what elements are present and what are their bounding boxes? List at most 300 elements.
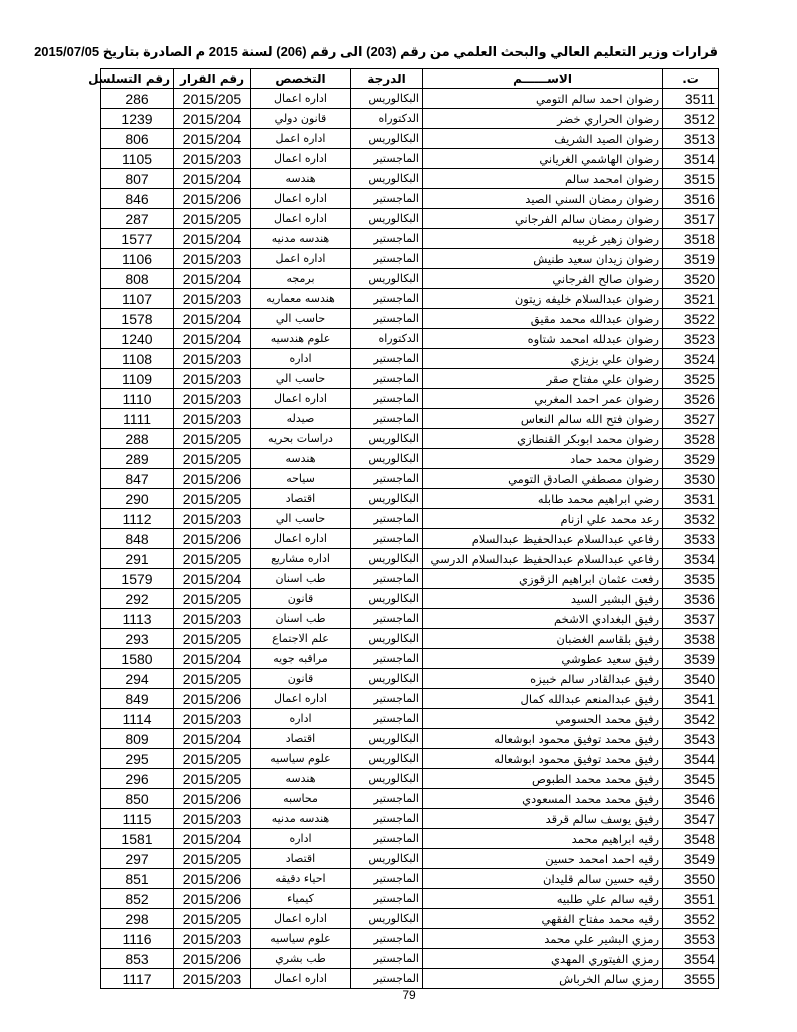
cell-decision-number: 2015/203 xyxy=(174,149,251,169)
table-row xyxy=(101,609,719,629)
cell-serial-number: 809 xyxy=(101,729,174,749)
cell-serial-number: 1581 xyxy=(101,829,174,849)
cell-degree: الماجستير xyxy=(351,509,423,529)
cell-degree: البكالوريس xyxy=(351,629,423,649)
cell-decision-number: 2015/206 xyxy=(174,789,251,809)
cell-degree: الماجستير xyxy=(351,309,423,329)
cell-name: رفاعي عبدالسلام عبدالحفيظ عبدالسلام xyxy=(423,529,663,549)
cell-seq: 3551 xyxy=(663,889,719,909)
cell-serial-number: 292 xyxy=(101,589,174,609)
table-row xyxy=(101,469,719,489)
cell-seq: 3554 xyxy=(663,949,719,969)
cell-degree: البكالوريس xyxy=(351,489,423,509)
cell-degree: الماجستير xyxy=(351,709,423,729)
cell-serial-number: 1239 xyxy=(101,109,174,129)
cell-serial-number: 1110 xyxy=(101,389,174,409)
cell-specialization: علوم هندسيه xyxy=(251,329,351,349)
cell-seq: 3519 xyxy=(663,249,719,269)
table-row xyxy=(101,809,719,829)
cell-degree: الماجستير xyxy=(351,969,423,989)
table-row xyxy=(101,829,719,849)
cell-degree: الماجستير xyxy=(351,249,423,269)
cell-serial-number: 1577 xyxy=(101,229,174,249)
cell-name: رضوان عمر احمد المغربي xyxy=(423,389,663,409)
cell-decision-number: 2015/206 xyxy=(174,869,251,889)
page-title: قرارات وزير التعليم العالي والبحث العلمي من رقم (203) الى رقم (206) لسنة 2015 م الصادرة بتاريخ 2015/07/05 xyxy=(34,44,718,59)
table-row xyxy=(101,549,719,569)
cell-seq: 3515 xyxy=(663,169,719,189)
cell-seq: 3529 xyxy=(663,449,719,469)
cell-seq: 3531 xyxy=(663,489,719,509)
cell-degree: البكالوريس xyxy=(351,89,423,109)
cell-serial-number: 807 xyxy=(101,169,174,189)
cell-decision-number: 2015/204 xyxy=(174,309,251,329)
cell-name: رفيق محمد الحسومي xyxy=(423,709,663,729)
cell-serial-number: 1114 xyxy=(101,709,174,729)
cell-degree: الماجستير xyxy=(351,609,423,629)
table-row xyxy=(101,789,719,809)
cell-name: رفيق البشير السيد xyxy=(423,589,663,609)
cell-specialization: هندسه xyxy=(251,449,351,469)
table-row xyxy=(101,689,719,709)
cell-serial-number: 1105 xyxy=(101,149,174,169)
cell-name: رضوان صالح الفرجاني xyxy=(423,269,663,289)
cell-seq: 3526 xyxy=(663,389,719,409)
cell-specialization: اداره اعمال xyxy=(251,529,351,549)
header-name: الاســــــم xyxy=(423,69,663,89)
cell-serial-number: 290 xyxy=(101,489,174,509)
cell-degree: البكالوريس xyxy=(351,669,423,689)
cell-serial-number: 849 xyxy=(101,689,174,709)
cell-seq: 3534 xyxy=(663,549,719,569)
table-row xyxy=(101,429,719,449)
cell-seq: 3516 xyxy=(663,189,719,209)
cell-decision-number: 2015/206 xyxy=(174,889,251,909)
cell-decision-number: 2015/205 xyxy=(174,749,251,769)
table-row xyxy=(101,89,719,109)
page-number: 79 xyxy=(402,988,416,1002)
header-seq: ت. xyxy=(663,69,719,89)
cell-specialization: اقتصاد xyxy=(251,729,351,749)
cell-specialization: صيدله xyxy=(251,409,351,429)
cell-degree: الماجستير xyxy=(351,529,423,549)
cell-serial-number: 1107 xyxy=(101,289,174,309)
cell-name: رضوان رمضان السني الصيد xyxy=(423,189,663,209)
table-row xyxy=(101,269,719,289)
table-row xyxy=(101,109,719,129)
cell-name: رضوان عبدلله امحمد شتاوه xyxy=(423,329,663,349)
cell-degree: الماجستير xyxy=(351,389,423,409)
cell-name: رقيه سالم علي طلبيه xyxy=(423,889,663,909)
cell-name: رضوان الصيد الشريف xyxy=(423,129,663,149)
cell-specialization: قانون دولي xyxy=(251,109,351,129)
cell-seq: 3514 xyxy=(663,149,719,169)
cell-specialization: اداره اعمال xyxy=(251,149,351,169)
table-row xyxy=(101,289,719,309)
cell-name: رضوان عبدالسلام خليفه زيتون xyxy=(423,289,663,309)
cell-seq: 3530 xyxy=(663,469,719,489)
header-specialization: التخصص xyxy=(251,69,351,89)
cell-degree: البكالوريس xyxy=(351,729,423,749)
cell-seq: 3541 xyxy=(663,689,719,709)
cell-specialization: اداره xyxy=(251,709,351,729)
cell-decision-number: 2015/203 xyxy=(174,609,251,629)
cell-serial-number: 1109 xyxy=(101,369,174,389)
cell-specialization: اقتصاد xyxy=(251,489,351,509)
cell-specialization: هندسه مدنيه xyxy=(251,229,351,249)
cell-specialization: اداره اعمال xyxy=(251,689,351,709)
cell-decision-number: 2015/204 xyxy=(174,269,251,289)
cell-degree: الماجستير xyxy=(351,369,423,389)
table-row xyxy=(101,949,719,969)
cell-name: رمزي سالم الخرباش xyxy=(423,969,663,989)
cell-seq: 3533 xyxy=(663,529,719,549)
cell-serial-number: 808 xyxy=(101,269,174,289)
table-header-row xyxy=(101,69,719,89)
cell-decision-number: 2015/204 xyxy=(174,129,251,149)
cell-name: رمزي البشير علي محمد xyxy=(423,929,663,949)
cell-specialization: محاسبه xyxy=(251,789,351,809)
cell-name: رفيق عبدالقادر سالم خبيزه xyxy=(423,669,663,689)
cell-serial-number: 295 xyxy=(101,749,174,769)
cell-decision-number: 2015/204 xyxy=(174,569,251,589)
cell-seq: 3512 xyxy=(663,109,719,129)
cell-serial-number: 852 xyxy=(101,889,174,909)
cell-seq: 3548 xyxy=(663,829,719,849)
cell-specialization: اداره اعمال xyxy=(251,389,351,409)
cell-serial-number: 1116 xyxy=(101,929,174,949)
cell-degree: الماجستير xyxy=(351,569,423,589)
cell-name: رضوان مصطفي الصادق التومي xyxy=(423,469,663,489)
cell-specialization: مراقبه جويه xyxy=(251,649,351,669)
cell-seq: 3542 xyxy=(663,709,719,729)
cell-serial-number: 1580 xyxy=(101,649,174,669)
cell-specialization: اداره مشاريع xyxy=(251,549,351,569)
table-row xyxy=(101,329,719,349)
cell-name: رفيق البغدادي الاشخم xyxy=(423,609,663,629)
cell-serial-number: 1106 xyxy=(101,249,174,269)
table-row xyxy=(101,189,719,209)
cell-specialization: كيمياء xyxy=(251,889,351,909)
cell-seq: 3552 xyxy=(663,909,719,929)
cell-degree: الماجستير xyxy=(351,409,423,429)
cell-specialization: علم الاجتماع xyxy=(251,629,351,649)
cell-degree: الماجستير xyxy=(351,229,423,249)
cell-serial-number: 296 xyxy=(101,769,174,789)
cell-specialization: اداره xyxy=(251,829,351,849)
table-row xyxy=(101,249,719,269)
cell-decision-number: 2015/204 xyxy=(174,109,251,129)
cell-decision-number: 2015/205 xyxy=(174,549,251,569)
cell-specialization: دراسات بحريه xyxy=(251,429,351,449)
cell-serial-number: 806 xyxy=(101,129,174,149)
table-row xyxy=(101,909,719,929)
cell-degree: الماجستير xyxy=(351,469,423,489)
cell-specialization: علوم سياسيه xyxy=(251,929,351,949)
cell-name: رفيق عبدالمنعم عبدالله كمال xyxy=(423,689,663,709)
cell-decision-number: 2015/206 xyxy=(174,189,251,209)
table-row xyxy=(101,929,719,949)
cell-seq: 3520 xyxy=(663,269,719,289)
table-row xyxy=(101,209,719,229)
cell-specialization: طب اسنان xyxy=(251,609,351,629)
cell-seq: 3550 xyxy=(663,869,719,889)
cell-degree: الماجستير xyxy=(351,929,423,949)
cell-decision-number: 2015/203 xyxy=(174,249,251,269)
cell-specialization: هندسه xyxy=(251,169,351,189)
cell-name: رضوان الهاشمي الغرياني xyxy=(423,149,663,169)
cell-seq: 3545 xyxy=(663,769,719,789)
cell-decision-number: 2015/203 xyxy=(174,369,251,389)
header-serial-number: رقم التسلسل xyxy=(101,69,174,89)
cell-seq: 3544 xyxy=(663,749,719,769)
table-row xyxy=(101,369,719,389)
cell-serial-number: 1240 xyxy=(101,329,174,349)
cell-seq: 3546 xyxy=(663,789,719,809)
cell-seq: 3517 xyxy=(663,209,719,229)
cell-serial-number: 1111 xyxy=(101,409,174,429)
cell-serial-number: 853 xyxy=(101,949,174,969)
cell-serial-number: 287 xyxy=(101,209,174,229)
cell-seq: 3523 xyxy=(663,329,719,349)
cell-seq: 3524 xyxy=(663,349,719,369)
cell-degree: الماجستير xyxy=(351,649,423,669)
cell-specialization: هندسه معماريه xyxy=(251,289,351,309)
table-row xyxy=(101,589,719,609)
cell-serial-number: 291 xyxy=(101,549,174,569)
cell-degree: الماجستير xyxy=(351,829,423,849)
cell-specialization: احياء دقيقه xyxy=(251,869,351,889)
cell-decision-number: 2015/206 xyxy=(174,949,251,969)
cell-seq: 3528 xyxy=(663,429,719,449)
cell-seq: 3518 xyxy=(663,229,719,249)
cell-serial-number: 289 xyxy=(101,449,174,469)
cell-degree: الدكتوراه xyxy=(351,109,423,129)
cell-name: رفعت عثمان ابراهيم الزقوزي xyxy=(423,569,663,589)
table-row xyxy=(101,169,719,189)
cell-name: رضوان علي مفتاح صقر xyxy=(423,369,663,389)
cell-degree: الماجستير xyxy=(351,349,423,369)
table-row xyxy=(101,569,719,589)
cell-degree: الماجستير xyxy=(351,869,423,889)
cell-decision-number: 2015/205 xyxy=(174,769,251,789)
cell-seq: 3522 xyxy=(663,309,719,329)
cell-specialization: اداره اعمال xyxy=(251,969,351,989)
cell-specialization: اداره اعمل xyxy=(251,129,351,149)
cell-serial-number: 294 xyxy=(101,669,174,689)
cell-decision-number: 2015/205 xyxy=(174,449,251,469)
table-row xyxy=(101,509,719,529)
cell-decision-number: 2015/206 xyxy=(174,689,251,709)
table-row xyxy=(101,149,719,169)
cell-degree: البكالوريس xyxy=(351,549,423,569)
cell-degree: البكالوريس xyxy=(351,209,423,229)
table-row xyxy=(101,869,719,889)
cell-degree: الماجستير xyxy=(351,949,423,969)
cell-seq: 3553 xyxy=(663,929,719,949)
cell-seq: 3532 xyxy=(663,509,719,529)
cell-decision-number: 2015/204 xyxy=(174,829,251,849)
table-row xyxy=(101,849,719,869)
cell-decision-number: 2015/205 xyxy=(174,429,251,449)
cell-name: رقيه احمد امحمد حسين xyxy=(423,849,663,869)
cell-degree: البكالوريس xyxy=(351,429,423,449)
cell-seq: 3538 xyxy=(663,629,719,649)
cell-degree: الماجستير xyxy=(351,689,423,709)
table-row xyxy=(101,749,719,769)
cell-seq: 3521 xyxy=(663,289,719,309)
cell-degree: البكالوريس xyxy=(351,169,423,189)
cell-degree: البكالوريس xyxy=(351,449,423,469)
cell-name: رمزي الفيتوري المهدي xyxy=(423,949,663,969)
cell-specialization: حاسب الي xyxy=(251,369,351,389)
cell-decision-number: 2015/205 xyxy=(174,89,251,109)
cell-degree: البكالوريس xyxy=(351,589,423,609)
cell-name: رفيق بلقاسم الغضبان xyxy=(423,629,663,649)
cell-degree: البكالوريس xyxy=(351,849,423,869)
cell-degree: الماجستير xyxy=(351,189,423,209)
cell-specialization: سياحه xyxy=(251,469,351,489)
cell-degree: البكالوريس xyxy=(351,909,423,929)
table-row xyxy=(101,709,719,729)
cell-seq: 3539 xyxy=(663,649,719,669)
cell-degree: الماجستير xyxy=(351,809,423,829)
cell-decision-number: 2015/203 xyxy=(174,389,251,409)
cell-serial-number: 298 xyxy=(101,909,174,929)
cell-degree: البكالوريس xyxy=(351,269,423,289)
cell-seq: 3537 xyxy=(663,609,719,629)
cell-name: رفيق يوسف سالم قرقد xyxy=(423,809,663,829)
cell-decision-number: 2015/205 xyxy=(174,629,251,649)
cell-decision-number: 2015/203 xyxy=(174,709,251,729)
cell-specialization: اداره اعمل xyxy=(251,249,351,269)
cell-degree: الماجستير xyxy=(351,149,423,169)
table-row xyxy=(101,349,719,369)
table-row xyxy=(101,309,719,329)
cell-name: رضوان امحمد سالم xyxy=(423,169,663,189)
cell-name: رقيه حسين سالم قليدان xyxy=(423,869,663,889)
decisions-table xyxy=(88,68,719,989)
cell-decision-number: 2015/203 xyxy=(174,969,251,989)
cell-decision-number: 2015/203 xyxy=(174,289,251,309)
cell-name: رضوان عبدالله محمد مقيق xyxy=(423,309,663,329)
cell-name: رعد محمد علي ازنام xyxy=(423,509,663,529)
cell-seq: 3527 xyxy=(663,409,719,429)
cell-specialization: اداره اعمال xyxy=(251,189,351,209)
cell-decision-number: 2015/204 xyxy=(174,329,251,349)
cell-decision-number: 2015/203 xyxy=(174,929,251,949)
cell-specialization: قانون xyxy=(251,669,351,689)
cell-seq: 3549 xyxy=(663,849,719,869)
table-row xyxy=(101,529,719,549)
cell-name: رضوان زيدان سعيد طنيش xyxy=(423,249,663,269)
cell-decision-number: 2015/204 xyxy=(174,649,251,669)
cell-decision-number: 2015/206 xyxy=(174,469,251,489)
cell-name: رفيق محمد محمد الطبوص xyxy=(423,769,663,789)
cell-name: رفاعي عبدالسلام عبدالحفيظ عبدالسلام الدرسي xyxy=(423,549,663,569)
cell-decision-number: 2015/205 xyxy=(174,209,251,229)
cell-seq: 3535 xyxy=(663,569,719,589)
cell-specialization: برمجه xyxy=(251,269,351,289)
cell-decision-number: 2015/203 xyxy=(174,509,251,529)
cell-decision-number: 2015/206 xyxy=(174,529,251,549)
cell-name: رضوان محمد ابوبكر القنطازي xyxy=(423,429,663,449)
cell-decision-number: 2015/203 xyxy=(174,349,251,369)
cell-serial-number: 297 xyxy=(101,849,174,869)
cell-specialization: طب بشري xyxy=(251,949,351,969)
cell-name: رضوان زهير غربيه xyxy=(423,229,663,249)
cell-specialization: قانون xyxy=(251,589,351,609)
cell-serial-number: 851 xyxy=(101,869,174,889)
cell-degree: البكالوريس xyxy=(351,129,423,149)
table-row xyxy=(101,729,719,749)
cell-decision-number: 2015/204 xyxy=(174,169,251,189)
cell-specialization: علوم سياسيه xyxy=(251,749,351,769)
cell-name: رفيق محمد محمد المسعودي xyxy=(423,789,663,809)
cell-name: رقيه محمد مفتاح الفقهي xyxy=(423,909,663,929)
cell-degree: الماجستير xyxy=(351,289,423,309)
cell-specialization: هندسه xyxy=(251,769,351,789)
cell-serial-number: 288 xyxy=(101,429,174,449)
cell-serial-number: 1108 xyxy=(101,349,174,369)
table-row xyxy=(101,389,719,409)
cell-serial-number: 850 xyxy=(101,789,174,809)
cell-name: رفيق سعيد عطوشي xyxy=(423,649,663,669)
table-row xyxy=(101,969,719,989)
table-row xyxy=(101,669,719,689)
cell-name: رفيق محمد توفيق محمود ابوشعاله xyxy=(423,729,663,749)
cell-name: رضوان علي بزيزي xyxy=(423,349,663,369)
cell-name: رضوان محمد حماد xyxy=(423,449,663,469)
table-body xyxy=(101,89,719,989)
cell-seq: 3555 xyxy=(663,969,719,989)
cell-specialization: اداره اعمال xyxy=(251,209,351,229)
cell-serial-number: 1113 xyxy=(101,609,174,629)
cell-degree: الدكتوراه xyxy=(351,329,423,349)
header-degree: الدرجة xyxy=(351,69,423,89)
table-row xyxy=(101,229,719,249)
header-decision-number: رقم القرار xyxy=(174,69,251,89)
cell-seq: 3525 xyxy=(663,369,719,389)
cell-degree: البكالوريس xyxy=(351,769,423,789)
cell-serial-number: 1115 xyxy=(101,809,174,829)
cell-seq: 3547 xyxy=(663,809,719,829)
cell-seq: 3540 xyxy=(663,669,719,689)
table-row xyxy=(101,489,719,509)
cell-serial-number: 848 xyxy=(101,529,174,549)
cell-decision-number: 2015/204 xyxy=(174,229,251,249)
cell-specialization: حاسب الي xyxy=(251,309,351,329)
cell-serial-number: 1117 xyxy=(101,969,174,989)
cell-name: رضوان الحراري خضر xyxy=(423,109,663,129)
cell-serial-number: 1579 xyxy=(101,569,174,589)
cell-specialization: طب اسنان xyxy=(251,569,351,589)
table-row xyxy=(101,769,719,789)
cell-degree: البكالوريس xyxy=(351,749,423,769)
cell-serial-number: 286 xyxy=(101,89,174,109)
cell-decision-number: 2015/203 xyxy=(174,409,251,429)
cell-name: رفيق محمد توفيق محمود ابوشعاله xyxy=(423,749,663,769)
cell-name: رضوان فتح الله سالم النعاس xyxy=(423,409,663,429)
cell-decision-number: 2015/204 xyxy=(174,729,251,749)
cell-specialization: اداره اعمال xyxy=(251,89,351,109)
cell-specialization: حاسب الي xyxy=(251,509,351,529)
cell-serial-number: 1578 xyxy=(101,309,174,329)
cell-seq: 3513 xyxy=(663,129,719,149)
table-row xyxy=(101,889,719,909)
cell-serial-number: 847 xyxy=(101,469,174,489)
cell-specialization: اقتصاد xyxy=(251,849,351,869)
